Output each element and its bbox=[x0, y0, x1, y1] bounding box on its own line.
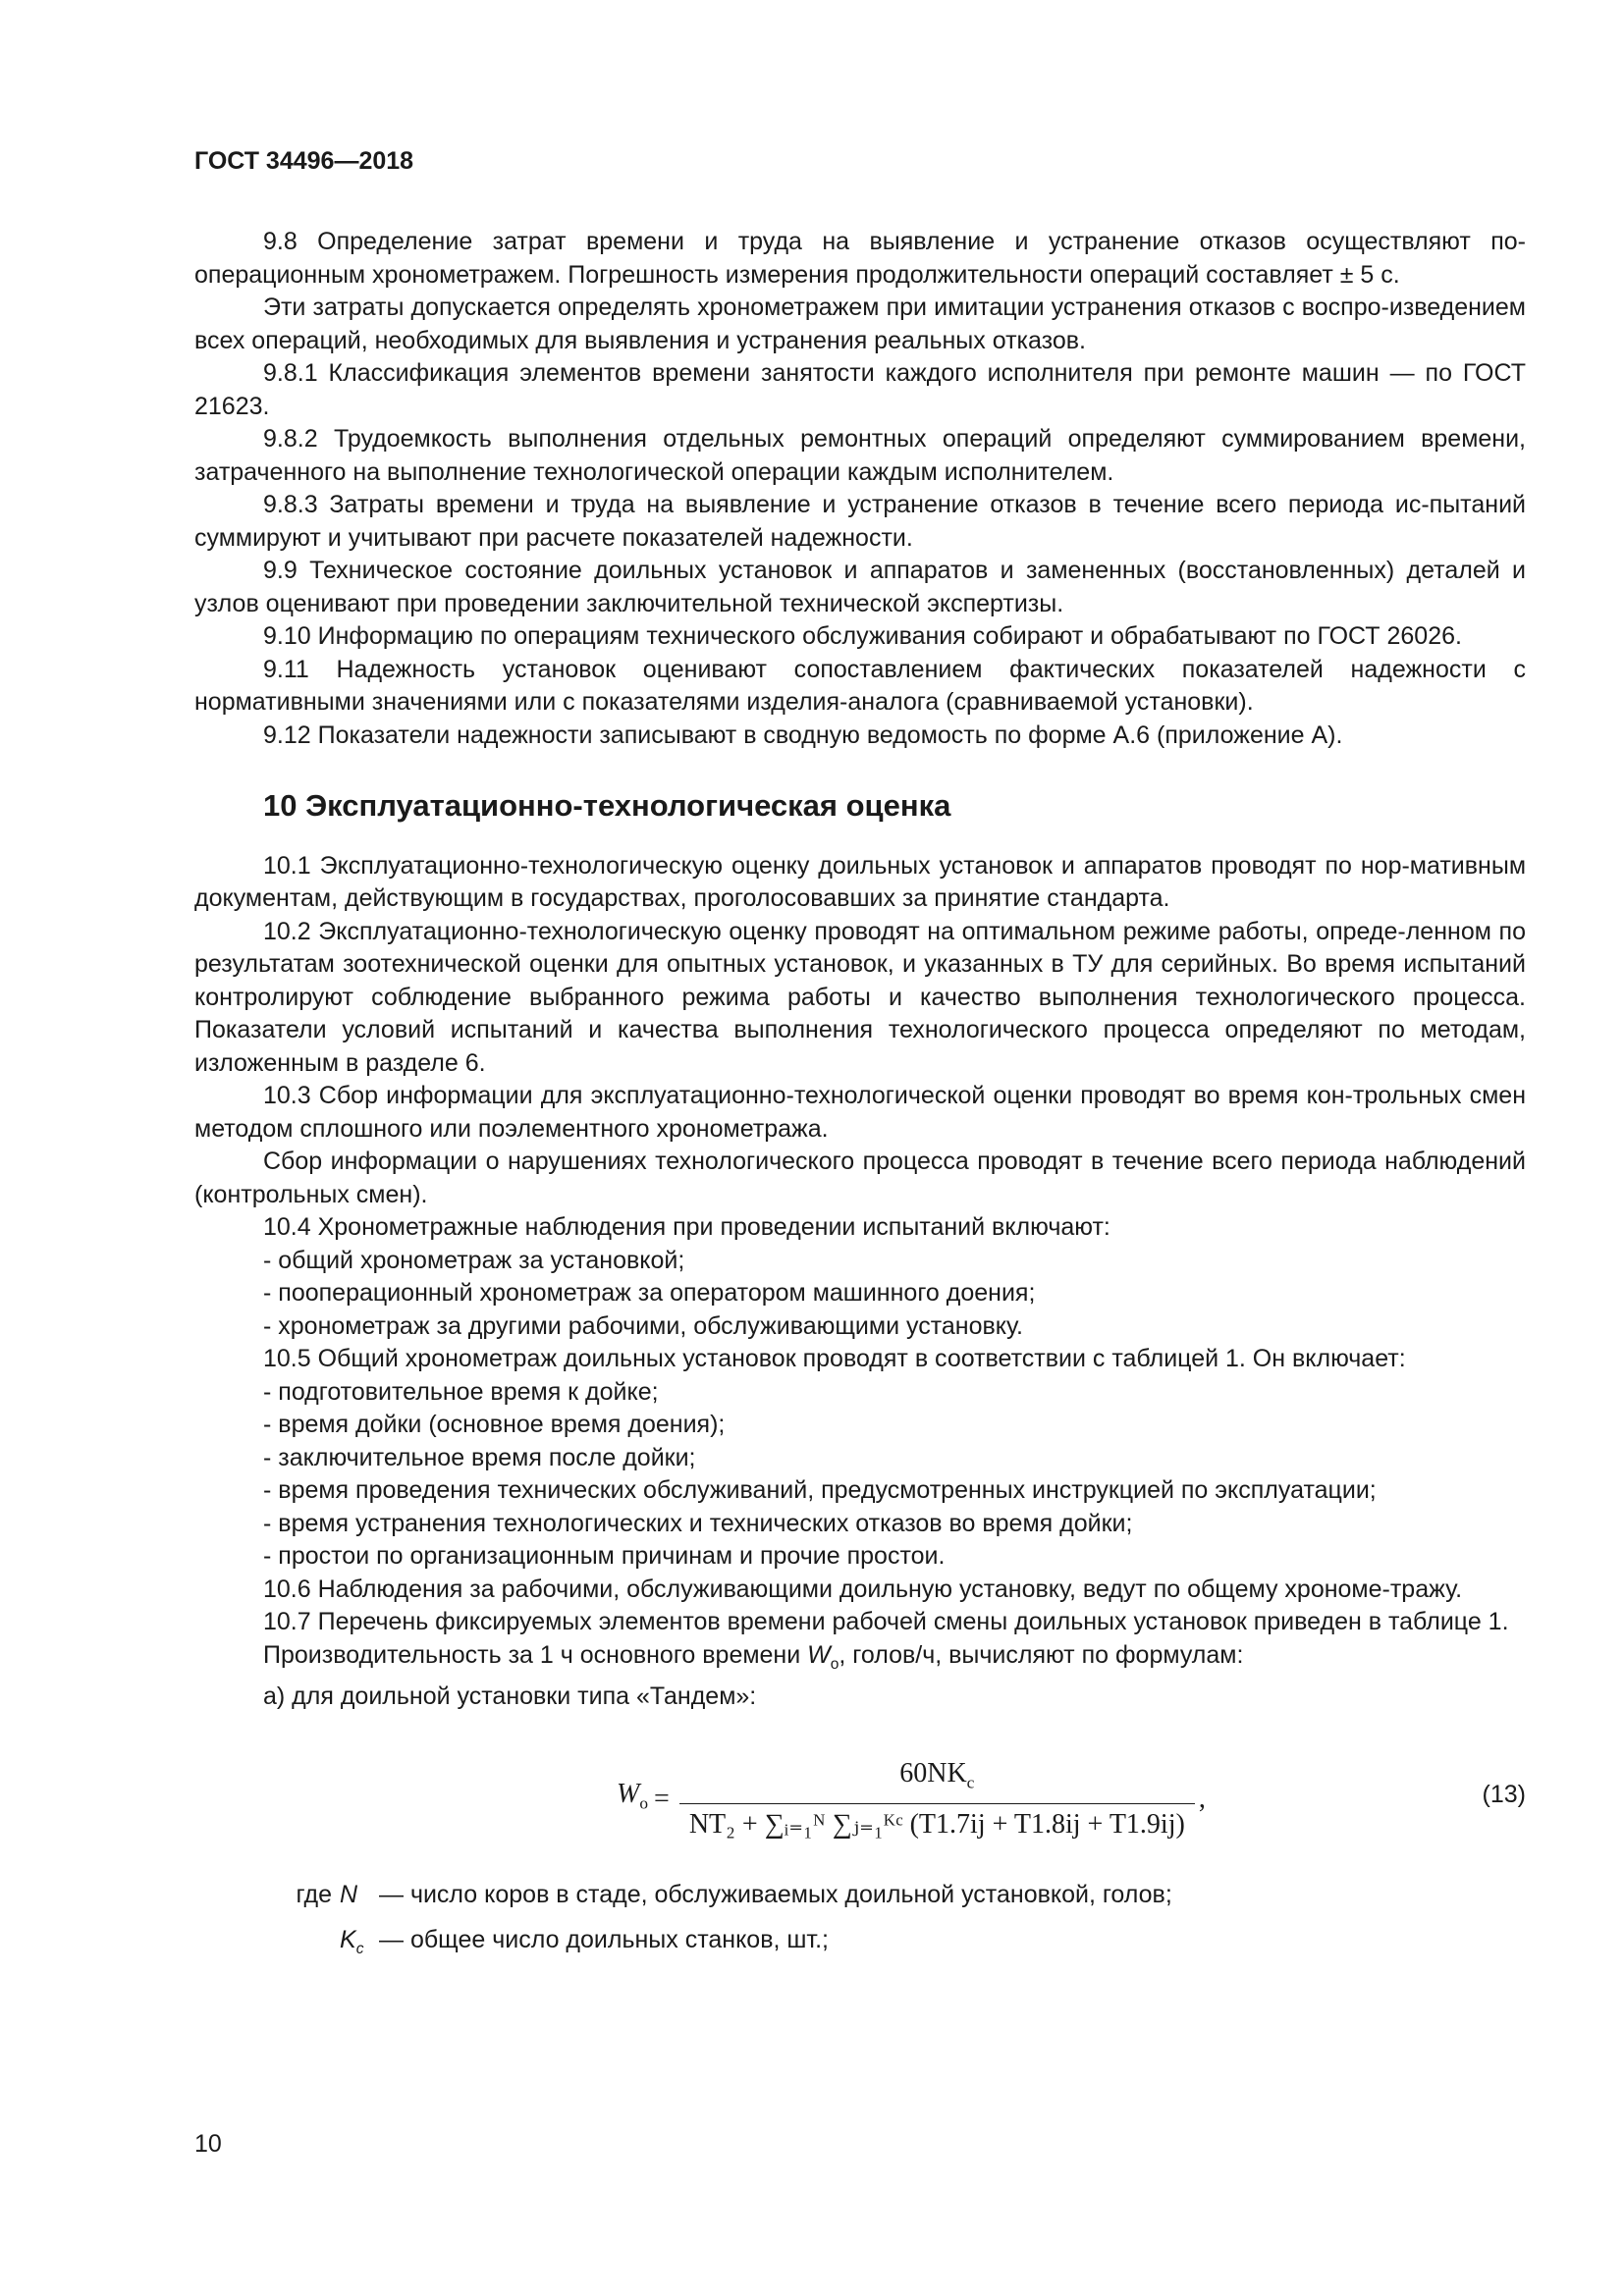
where-symbol-sub: с bbox=[355, 1941, 364, 1957]
list-item: - пооперационный хронометраж за оператором машинного доения; bbox=[263, 1277, 1526, 1310]
paragraph: 9.8.2 Трудоемкость выполнения отдельных ремонтных операций определяют суммированием времени, затраченного на выполнение технологической операции каждым исполнителем. bbox=[194, 425, 1526, 486]
where-text: — общее число доильных станков, шт.; bbox=[379, 1926, 830, 1953]
where-row bbox=[194, 1879, 1526, 1921]
list-item: - простои по организационным причинам и прочие простои. bbox=[263, 1540, 1526, 1574]
where-label bbox=[194, 1924, 340, 1966]
where-symbol bbox=[340, 1924, 379, 1966]
list-item: - время дойки (основное время доения); bbox=[263, 1409, 1526, 1442]
productivity-symbol-sub: о bbox=[830, 1655, 839, 1673]
list-item: - время проведения технических обслуживаний, предусмотренных инструкцией по эксплуатации; bbox=[263, 1474, 1526, 1508]
where-symbol bbox=[340, 1879, 379, 1921]
list-item: - время устранения технологических и технических отказов во время дойки; bbox=[263, 1508, 1526, 1541]
fraction bbox=[679, 1757, 1195, 1842]
page-number: 10 bbox=[194, 2130, 222, 2158]
equation-number: (13) bbox=[1482, 1780, 1526, 1808]
numerator-text: 60NK bbox=[899, 1757, 967, 1789]
paragraph: 9.12 Показатели надежности записывают в сводную ведомость по форме А.6 (приложение А). bbox=[263, 721, 1343, 749]
formula-13 bbox=[194, 1728, 1526, 1875]
paragraph: 9.11 Надежность установок оценивают сопоставлением фактических показателей надежности с нормативными значениями или с показателями изделия-аналога (сравниваемой установки). bbox=[194, 655, 1526, 716]
paragraph: 9.8 Определение затрат времени и труда на выявление и устранение отказов осуществляют по-операционным хронометражем. Погрешность измерения продолжительности операций составляет ± 5 с. bbox=[194, 228, 1526, 289]
paragraph: 9.9 Техническое состояние доильных установок и аппаратов и замененных (восстановленных) деталей и узлов оценивают при проведении заключительной технической экспертизы. bbox=[194, 557, 1526, 617]
productivity-paragraph bbox=[194, 1639, 1526, 1682]
formula-lhs-sub: о bbox=[639, 1793, 649, 1813]
section-title: 10 Эксплуатационно-технологическая оценка bbox=[263, 788, 951, 823]
paragraph: 9.8.3 Затраты времени и труда на выявление и устранение отказов в течение всего периода ис-пытаний суммируют и учитывают при расчете показателей надежности. bbox=[194, 491, 1526, 552]
list-item: - подготовительное время к дойке; bbox=[263, 1376, 1526, 1410]
where-label: где bbox=[296, 1880, 332, 1908]
paragraph: 10.2 Эксплуатационно-технологическую оценку проводят на оптимальном режиме работы, опреде-ленном по результатам зоотехнической оценки для опытных установок, и указанных в ТУ для серийных. Во время испытаний контролируют соблюдение выбранного режима работы и качество выполнения технологического процесса. Показатели условий испытаний и качества выполнения технологического процесса определяют по методам, изложенным в разделе 6. bbox=[194, 917, 1526, 1077]
document-code-header: ГОСТ 34496—2018 bbox=[194, 147, 414, 175]
where-row bbox=[194, 1924, 1526, 1966]
paragraph: 9.10 Информацию по операциям технического обслуживания собирают и обрабатывают по ГОСТ 26026. bbox=[263, 622, 1462, 650]
where-text: — число коров в стаде, обслуживаемых доильной установкой, голов; bbox=[379, 1880, 1172, 1908]
page-content bbox=[194, 226, 1526, 1966]
formula-numerator bbox=[890, 1757, 984, 1803]
paragraph: 9.8.1 Классификация элементов времени занятости каждого исполнителя при ремонте машин — по ГОСТ 21623. bbox=[194, 359, 1526, 420]
paragraph: 10.3 Сбор информации для эксплуатационно-технологической оценки проводят во время кон-трольных смен методом сплошного или поэлементного хронометража. bbox=[194, 1082, 1526, 1143]
equals-sign: = bbox=[654, 1783, 670, 1814]
paragraph: 10.5 Общий хронометраж доильных установок проводят в соответствии с таблицей 1. Он включает: bbox=[263, 1345, 1406, 1372]
where-symbol-text: N bbox=[340, 1880, 358, 1908]
productivity-text-after: , голов/ч, вычисляют по формулам: bbox=[839, 1640, 1244, 1669]
paragraph: 10.1 Эксплуатационно-технологическую оценку доильных установок и аппаратов проводят по нор-мативным документам, действующим в государствах, проголосовавших за принятие стандарта. bbox=[194, 851, 1526, 912]
formula bbox=[617, 1757, 1206, 1842]
productivity-symbol: W bbox=[807, 1640, 831, 1669]
paragraph: а) для доильной установки типа «Тандем»: bbox=[263, 1682, 757, 1710]
formula-denominator: NT₂ + ∑ᵢ₌₁ᴺ ∑ⱼ₌₁ᴷᶜ (T1.7ij + T1.8ij + T1.9ij) bbox=[679, 1803, 1195, 1842]
list-item: - хронометраж за другими рабочими, обслуживающими установку. bbox=[263, 1310, 1526, 1344]
numerator-sub: с bbox=[966, 1773, 975, 1792]
list-item: - заключительное время после дойки; bbox=[263, 1442, 1526, 1475]
list-item: - общий хронометраж за установкой; bbox=[263, 1245, 1526, 1278]
paragraph: Эти затраты допускается определять хронометражем при имитации устранения отказов с воспро-изведением всех операций, необходимых для выявления и устранения реальных отказов. bbox=[194, 294, 1526, 354]
paragraph: Сбор информации о нарушениях технологического процесса проводят в течение всего периода наблюдений (контрольных смен). bbox=[194, 1148, 1526, 1208]
formula-lhs bbox=[617, 1778, 648, 1820]
paragraph: 10.7 Перечень фиксируемых элементов времени рабочей смены доильных установок приведен в таблице 1. bbox=[263, 1608, 1509, 1635]
where-symbol-text: K bbox=[340, 1926, 356, 1953]
paragraph: 10.6 Наблюдения за рабочими, обслуживающими доильную установку, ведут по общему хрономе-тражу. bbox=[263, 1575, 1463, 1603]
productivity-text-before: Производительность за 1 ч основного времени bbox=[263, 1640, 808, 1669]
paragraph: 10.4 Хронометражные наблюдения при проведении испытаний включают: bbox=[263, 1213, 1110, 1241]
formula-lhs-symbol: W bbox=[617, 1778, 640, 1809]
formula-comma: , bbox=[1198, 1783, 1206, 1814]
